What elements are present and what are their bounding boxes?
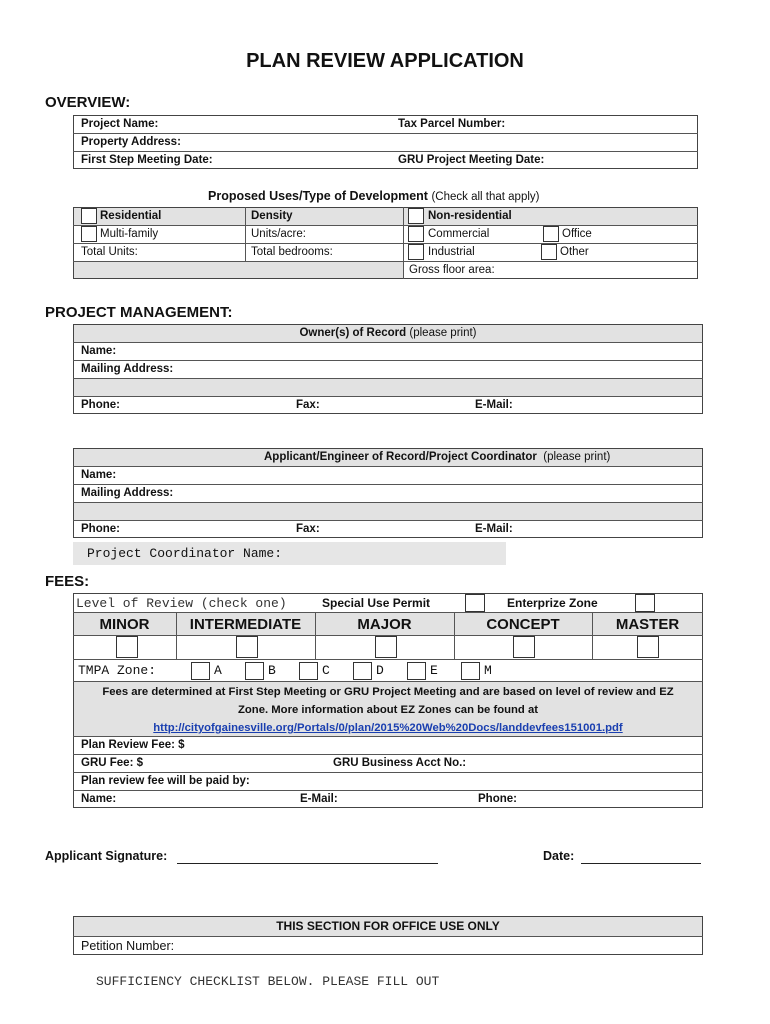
- gru-business-acct-field[interactable]: GRU Business Acct No.:: [333, 757, 467, 769]
- zone-m-label: M: [484, 663, 492, 678]
- plan-review-fee-field[interactable]: Plan Review Fee: $: [81, 739, 185, 751]
- project-management-heading: PROJECT MANAGEMENT:: [45, 304, 233, 321]
- date-label: Date:: [543, 849, 575, 863]
- zone-d-label: D: [376, 663, 384, 678]
- units-acre-field[interactable]: Units/acre:: [251, 228, 306, 240]
- tmpa-zone-label: TMPA Zone:: [78, 663, 157, 678]
- applicant-name-field[interactable]: Name:: [81, 469, 117, 481]
- zone-e-label: E: [430, 663, 438, 678]
- level-intermediate-label: INTERMEDIATE: [189, 616, 302, 633]
- office-use-heading: THIS SECTION FOR OFFICE USE ONLY: [276, 919, 500, 933]
- non-residential-label: Non-residential: [428, 210, 512, 222]
- petition-number-field[interactable]: Petition Number:: [81, 939, 175, 953]
- enterprise-zone-label: Enterprize Zone: [507, 596, 598, 610]
- zone-b-checkbox[interactable]: [245, 662, 264, 680]
- gru-meeting-date-field[interactable]: GRU Project Meeting Date:: [398, 154, 545, 166]
- owner-phone-field[interactable]: Phone:: [81, 399, 120, 411]
- enterprise-zone-checkbox[interactable]: [635, 594, 655, 612]
- overview-heading: OVERVIEW:: [45, 94, 131, 111]
- level-minor-label: MINOR: [99, 616, 150, 633]
- office-label: Office: [562, 228, 592, 240]
- applicant-signature-line[interactable]: [177, 863, 438, 864]
- paid-by-label: Plan review fee will be paid by:: [81, 775, 250, 787]
- project-coordinator-field[interactable]: Project Coordinator Name:: [73, 542, 506, 565]
- major-checkbox[interactable]: [375, 636, 397, 658]
- special-use-permit-label: Special Use Permit: [322, 596, 431, 610]
- residential-label: Residential: [100, 210, 162, 222]
- total-bedrooms-field[interactable]: Total bedrooms:: [251, 246, 333, 258]
- proposed-uses-heading: Proposed Uses/Type of Development (Check all that apply): [208, 189, 540, 203]
- gru-fee-field[interactable]: GRU Fee: $: [81, 757, 143, 769]
- first-step-date-field[interactable]: First Step Meeting Date:: [81, 154, 213, 166]
- applicant-header: Applicant/Engineer of Record/Project Coordinator (please print): [264, 451, 611, 463]
- zone-e-checkbox[interactable]: [407, 662, 426, 680]
- fees-info-line1: Fees are determined at First Step Meeting or GRU Project Meeting and are based on level of review and EZ: [102, 686, 674, 698]
- fees-info-line2: Zone. More information about EZ Zones can be found at: [238, 704, 538, 716]
- level-concept-label: CONCEPT: [486, 616, 560, 633]
- applicant-signature-label: Applicant Signature:: [45, 849, 168, 863]
- applicant-phone-field[interactable]: Phone:: [81, 523, 120, 535]
- owner-header: Owner(s) of Record (please print): [299, 327, 477, 339]
- level-master-label: MASTER: [615, 616, 680, 633]
- master-checkbox[interactable]: [637, 636, 659, 658]
- zone-a-label: A: [214, 663, 222, 678]
- special-use-permit-checkbox[interactable]: [465, 594, 485, 612]
- sufficiency-checklist-note: SUFFICIENCY CHECKLIST BELOW. PLEASE FILL OUT: [96, 974, 440, 989]
- zone-m-checkbox[interactable]: [461, 662, 480, 680]
- fees-heading: FEES:: [45, 573, 90, 590]
- zone-c-checkbox[interactable]: [299, 662, 318, 680]
- applicant-mailing-field[interactable]: Mailing Address:: [81, 487, 174, 499]
- gross-floor-area-field[interactable]: Gross floor area:: [409, 264, 495, 276]
- applicant-email-field[interactable]: E-Mail:: [475, 523, 513, 535]
- fees-info-link[interactable]: http://cityofgainesville.org/Portals/0/plan/2015%20Web%20Docs/landdevfees151001.pdf: [153, 722, 623, 734]
- payer-name-field[interactable]: Name:: [81, 793, 117, 805]
- concept-checkbox[interactable]: [513, 636, 535, 658]
- owner-fax-field[interactable]: Fax:: [296, 399, 320, 411]
- minor-checkbox[interactable]: [116, 636, 138, 658]
- zone-d-checkbox[interactable]: [353, 662, 372, 680]
- total-units-field[interactable]: Total Units:: [81, 246, 138, 258]
- other-label: Other: [560, 246, 589, 258]
- owner-name-field[interactable]: Name:: [81, 345, 117, 357]
- zone-b-label: B: [268, 663, 276, 678]
- level-major-label: MAJOR: [357, 616, 412, 633]
- fees-info: [73, 683, 703, 737]
- property-address-field[interactable]: Property Address:: [81, 136, 181, 148]
- density-label: Density: [251, 210, 293, 222]
- owner-email-field[interactable]: E-Mail:: [475, 399, 513, 411]
- project-name-field[interactable]: Project Name:: [81, 118, 159, 130]
- commercial-label: Commercial: [428, 228, 490, 240]
- payer-phone-field[interactable]: Phone:: [478, 793, 517, 805]
- intermediate-checkbox[interactable]: [236, 636, 258, 658]
- industrial-label: Industrial: [428, 246, 475, 258]
- applicant-fax-field[interactable]: Fax:: [296, 523, 320, 535]
- payer-email-field[interactable]: E-Mail:: [300, 793, 338, 805]
- owner-mailing-field[interactable]: Mailing Address:: [81, 363, 174, 375]
- zone-a-checkbox[interactable]: [191, 662, 210, 680]
- page-title: PLAN REVIEW APPLICATION: [246, 50, 524, 72]
- multi-family-label: Multi-family: [100, 228, 159, 240]
- level-of-review-label: Level of Review (check one): [76, 596, 287, 611]
- zone-c-label: C: [322, 663, 330, 678]
- tax-parcel-field[interactable]: Tax Parcel Number:: [398, 118, 506, 130]
- date-line[interactable]: [581, 863, 701, 864]
